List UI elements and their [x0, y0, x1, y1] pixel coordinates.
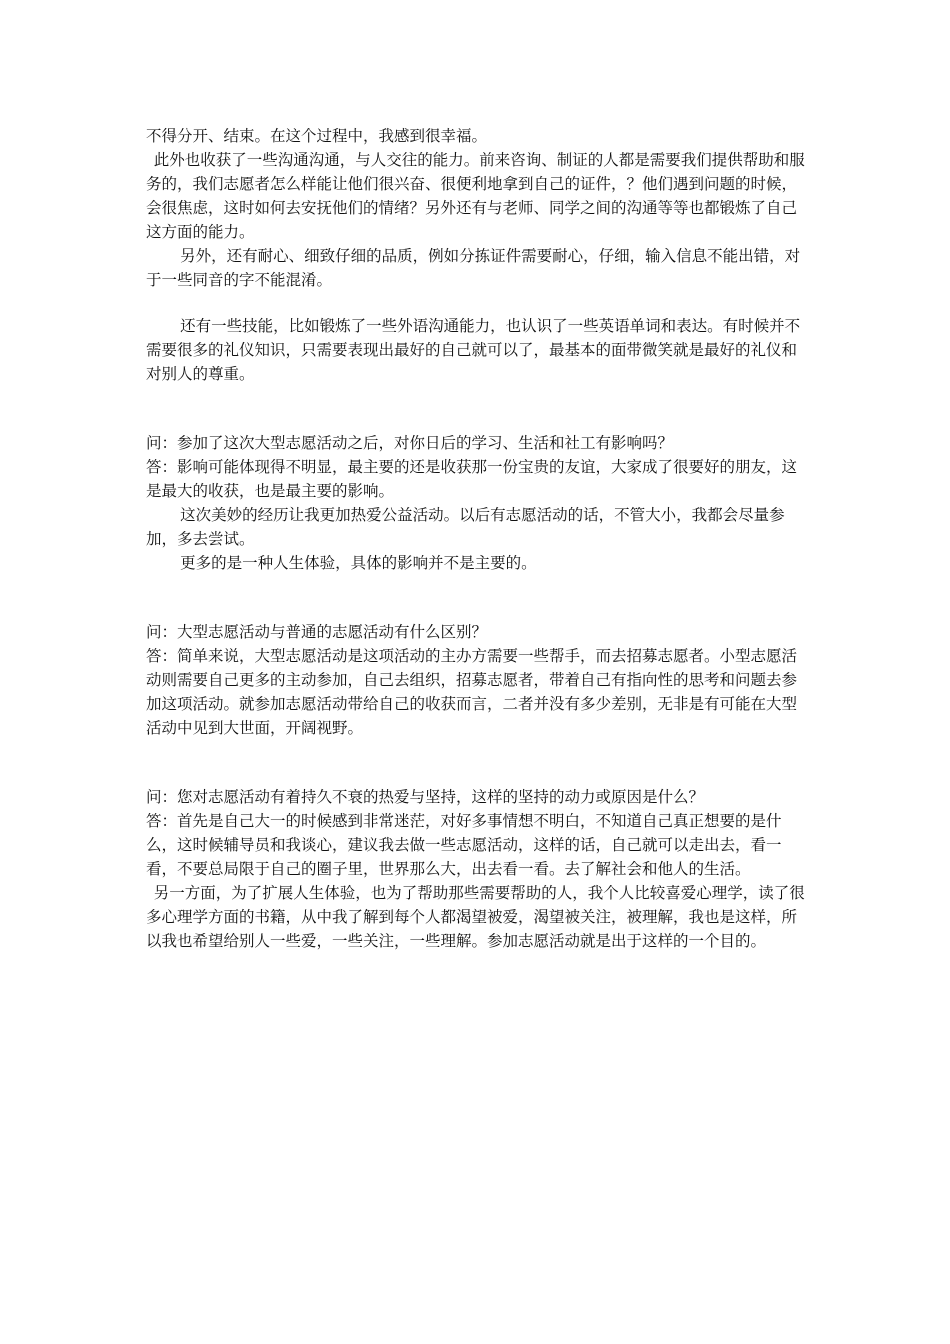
document-body — [146, 124, 806, 953]
paragraph-patience: 另外，还有耐心、细致仔细的品质，例如分拣证件需要耐心，仔细，输入信息不能出错，对于一些同音的字不能混淆。 — [146, 247, 801, 289]
question-1: 问：参加了这次大型志愿活动之后，对你日后的学习、生活和社工有影响吗？ — [146, 434, 674, 452]
qa-block-2 — [146, 620, 806, 740]
paragraph-skills: 还有一些技能，比如锻炼了一些外语沟通能力，也认识了一些英语单词和表达。有时候并不需要很多的礼仪知识，只需要表现出最好的自己就可以了，最基本的面带微笑就是最好的礼仪和对别人的尊重。 — [146, 317, 801, 383]
paragraph-communication: 此外也收获了一些沟通沟通，与人交往的能力。前来咨询、制证的人都是需要我们提供帮助和服务的，我们志愿者怎么样能让他们很兴奋、很便利地拿到自己的证件，？他们遇到问题的时候，会很焦虑，这时如何去安抚他们的情绪？另外还有与老师、同学之间的沟通等等也都锻炼了自己这方面的能力。 — [146, 151, 805, 241]
paragraph-closing: 不得分开、结束。在这个过程中，我感到很幸福。 — [146, 127, 488, 145]
qa-block-3 — [146, 785, 806, 953]
spacer — [146, 292, 806, 314]
question-3: 问：您对志愿活动有着持久不衰的热爱与坚持，这样的坚持的动力或原因是什么？ — [146, 788, 705, 806]
answer-1: 答：影响可能体现得不明显，最主要的还是收获那一份宝贵的友谊，大家成了很要好的朋友，这是最大的收获，也是最主要的影响。 — [146, 458, 798, 500]
spacer — [146, 740, 806, 785]
spacer — [146, 386, 806, 431]
answer-2: 答：简单来说，大型志愿活动是这项活动的主办方需要一些帮手，而去招募志愿者。小型志愿活动则需要自己更多的主动参加，自己去组织，招募志愿者，带着自己有指向性的思考和问题去参加这项活动。就参加志愿活动带给自己的收获而言，二者并没有多少差别，无非是有可能在大型活动中见到大世面，开阔视野。 — [146, 647, 798, 737]
answer-3-extra-1: 另一方面，为了扩展人生体验，也为了帮助那些需要帮助的人，我个人比较喜爱心理学，读了很多心理学方面的书籍，从中我了解到每个人都渴望被爱，渴望被关注，被理解，我也是这样，所以我也希望给别人一些爱，一些关注，一些理解。参加志愿活动就是出于这样的一个目的。 — [146, 884, 805, 950]
answer-1-extra-2: 更多的是一种人生体验，具体的影响并不是主要的。 — [180, 554, 537, 572]
answer-3: 答：首先是自己大一的时候感到非常迷茫，对好多事情想不明白，不知道自己真正想要的是什么，这时候辅导员和我谈心，建议我去做一些志愿活动，这样的话，自己就可以走出去，看一看，不要总局限于自己的圈子里，世界那么大，出去看一看。去了解社会和他人的生活。 — [146, 812, 782, 878]
question-2: 问：大型志愿活动与普通的志愿活动有什么区别？ — [146, 623, 488, 641]
qa-block-1 — [146, 431, 806, 575]
answer-1-extra-1: 这次美妙的经历让我更加热爱公益活动。以后有志愿活动的话，不管大小，我都会尽量参加，多去尝试。 — [146, 506, 785, 548]
spacer — [146, 575, 806, 620]
